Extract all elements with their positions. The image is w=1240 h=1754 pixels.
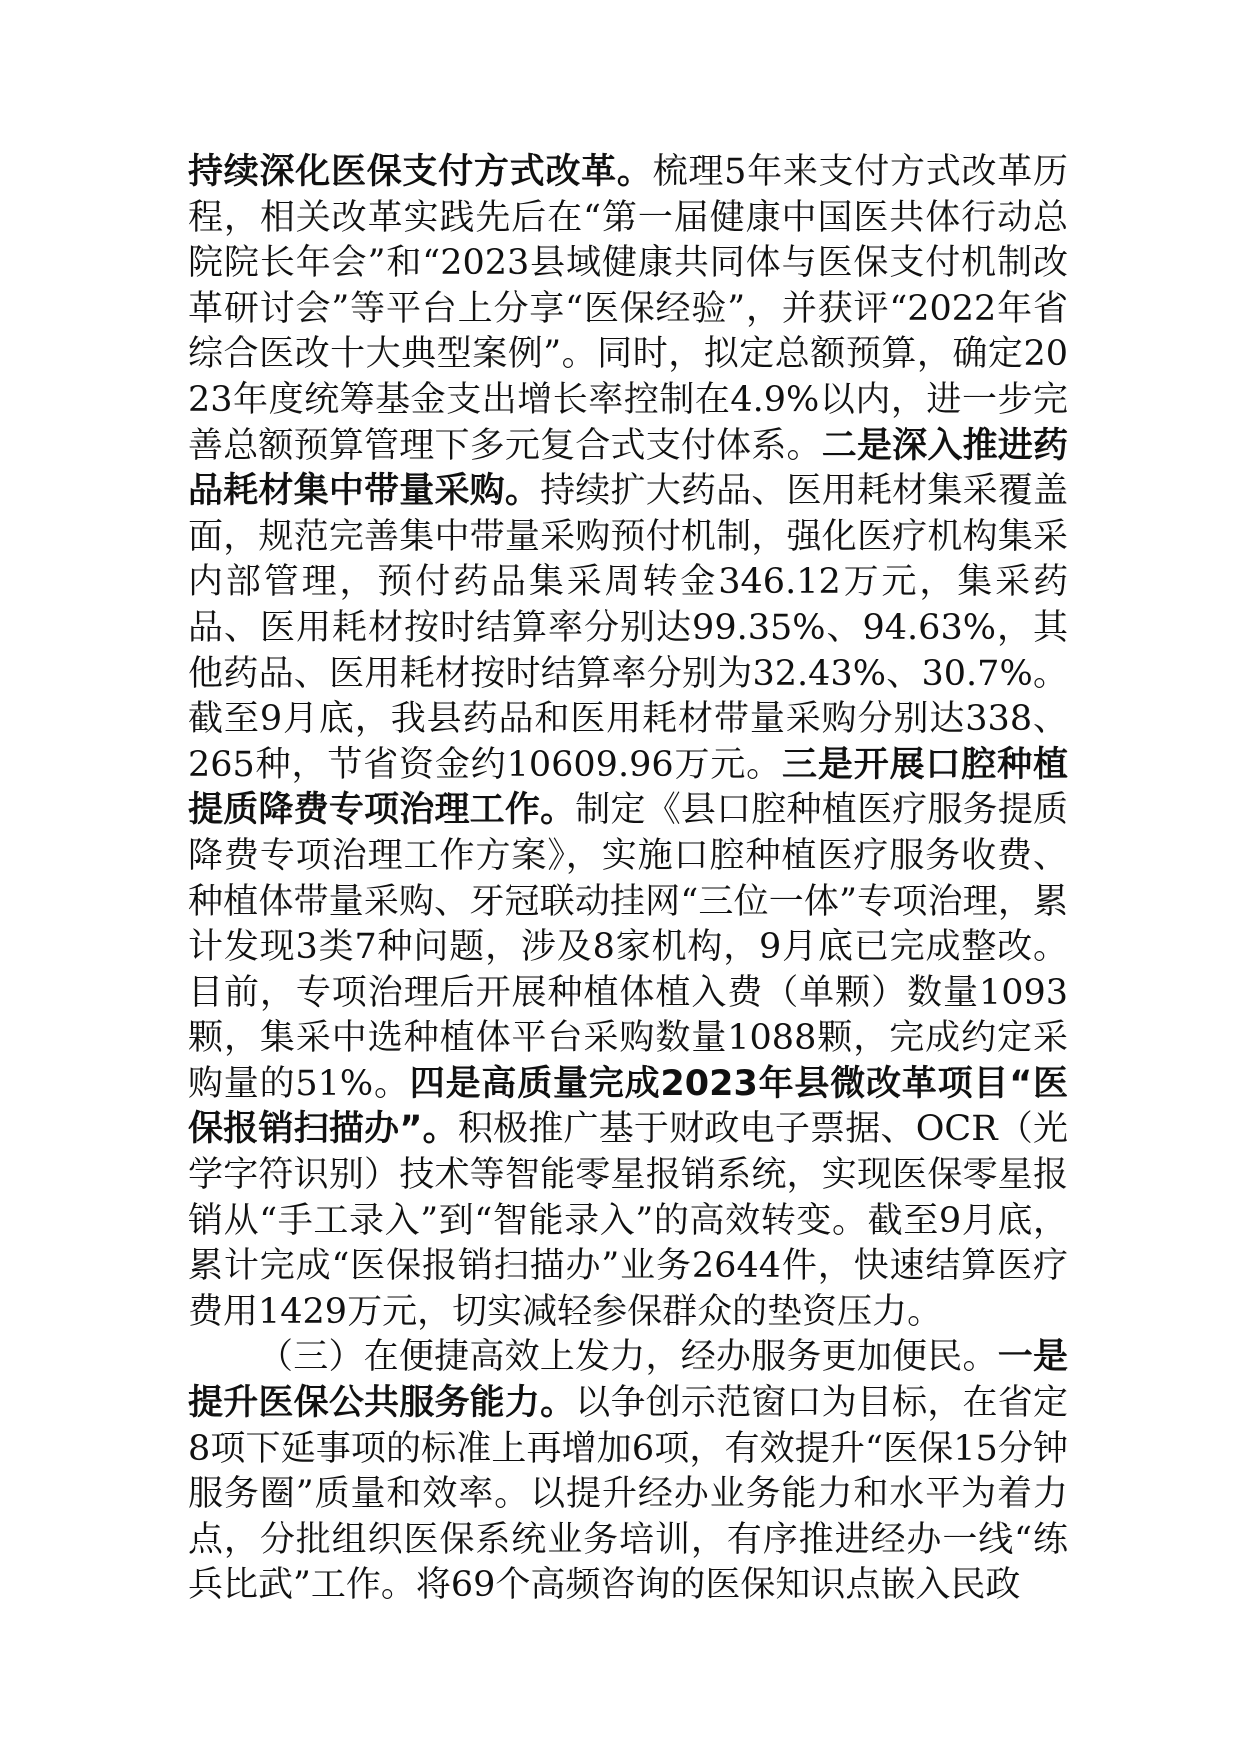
body-run-4: 积极推广基于财政电子票据、OCR（光学字符识别）技术等智能零星报销系统，实现医保零星报销从“手工录入”到“智能录入”的高效转变。截至9月底，累计完成“医保报销扫描办”业务2644件，快速结算医疗费用1429万元，切实减轻参保群众的垫资压力。 [188, 1109, 1069, 1332]
document-body [188, 150, 1068, 1609]
body-run-1: 梳理5年来支付方式改革历程，相关改革实践先后在“第一届健康中国医共体行动总院院长年会”和“2023县域健康共同体与医保支付机制改革研讨会”等平台上分享“医保经验”，并获评“2022年省综合医改十大典型案例”。同时，拟定总额预算，确定2023年度统筹基金支出增长率控制在4.9%以内，进一步完善总额预算管理下多元复合式支付体系。 [188, 152, 1068, 466]
section-heading: （三）在便捷高效上发力，经办服务更加便民。 [258, 1337, 998, 1378]
body-run-5: 以争创示范窗口为目标，在省定8项下延事项的标准上再增加6项，有效提升“医保15分钟服务圈”质量和效率。以提升经办业务能力和水平为着力点，分批组织医保系统业务培训，有序推进经办一线“练兵比武”工作。将69个高频咨询的医保知识点嵌入民政 [188, 1383, 1068, 1606]
paragraph-2 [188, 1335, 1068, 1609]
body-run-2: 持续扩大药品、医用耗材集采覆盖面，规范完善集中带量采购预付机制，强化医疗机构集采内部管理，预付药品集采周转金346.12万元，集采药品、医用耗材按时结算率分别达99.35%、94.63%，其他药品、医用耗材按时结算率分别为32.43%、30.7%。截至9月底，我县药品和医用耗材带量采购分别达338、265种，节省资金约10609.96万元。 [188, 471, 1068, 785]
heading-run-2: 二是深入推进药品耗材集中带量采购。 [188, 425, 1068, 512]
heading-run-4: 四是高质量完成2023年县微改革项目“医保报销扫描办”。 [188, 1063, 1068, 1150]
heading-run-1: 持续深化医保支付方式改革。 [188, 152, 653, 192]
heading-run-3: 三是开展口腔种植提质降费专项治理工作。 [188, 744, 1068, 831]
heading-run-5: 一是提升医保公共服务能力。 [188, 1337, 1068, 1424]
paragraph-1 [188, 150, 1068, 1335]
body-run-3: 制定《县口腔种植医疗服务提质降费专项治理工作方案》，实施口腔种植医疗服务收费、种植体带量采购、牙冠联动挂网“三位一体”专项治理，累计发现3类7种问题，涉及8家机构，9月底已完成整改。目前，专项治理后开展种植体植入费（单颗）数量1093颗，集采中选种植体平台采购数量1088颗，完成约定采购量的51%。 [188, 790, 1068, 1104]
